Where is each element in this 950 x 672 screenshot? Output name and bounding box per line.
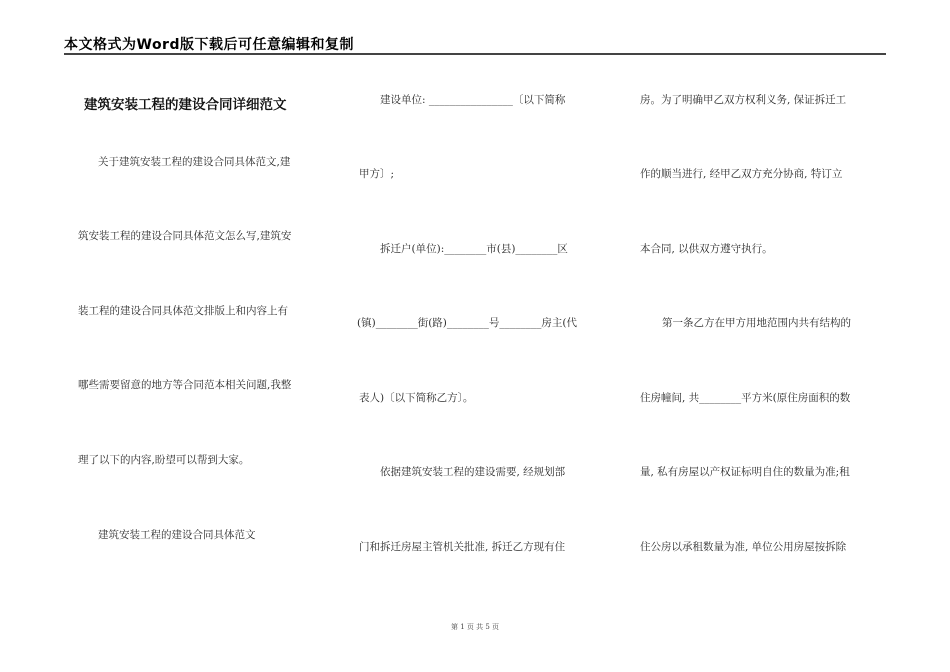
paragraph-line: 筑安装工程的建设合同具体范文怎么写,建筑安 [78, 230, 292, 242]
paragraph-line: 量, 私有房屋以产权证标明自住的数量为准;租 [640, 466, 850, 478]
page-number: 第 1 页 共 5 页 [450, 623, 500, 631]
paragraph-line: 住公房以承租数量为准, 单位公用房屋按拆除 [640, 541, 847, 553]
header-title: 本文格式为Word版下载后可任意编辑和复制 [64, 37, 354, 53]
paragraph-line: 住房幢间, 共________平方米(原住房面积的数 [640, 392, 851, 404]
document-title: 建筑安装工程的建设合同详细范文 [84, 97, 287, 113]
paragraph-line: 装工程的建设合同具体范文排版上和内容上有 [78, 305, 288, 317]
header-divider [64, 53, 886, 55]
paragraph-line: 房。为了明确甲乙双方权利义务, 保证拆迁工 [640, 94, 847, 106]
paragraph-line: 理了以下的内容,盼望可以帮到大家。 [78, 454, 250, 466]
paragraph-line: 表人)〔以下简称乙方〕。 [359, 392, 474, 404]
paragraph-line: 作的顺当进行, 经甲乙双方充分协商, 特订立 [640, 168, 843, 180]
document-header [64, 34, 886, 54]
paragraph-line: 关于建筑安装工程的建设合同具体范文,建 [98, 156, 291, 168]
paragraph-line: (镇)________街(路)________号________房主(代 [357, 317, 577, 329]
paragraph-line: 依据建筑安装工程的建设需要, 经规划部 [380, 466, 566, 478]
paragraph-line: 拆迁户(单位):________市(县)________区 [380, 243, 568, 255]
paragraph-line: 甲方〕; [359, 168, 395, 180]
paragraph-line: 建设单位: ________________〔以下简称 [380, 94, 566, 106]
section-heading: 建筑安装工程的建设合同具体范文 [98, 529, 256, 541]
paragraph-line: 哪些需要留意的地方等合同范本相关问题,我整 [78, 379, 292, 391]
paragraph-line: 第一条乙方在甲方用地范围内共有结构的 [662, 317, 851, 329]
paragraph-line: 门和拆迁房屋主管机关批准, 拆迁乙方现有住 [359, 541, 566, 553]
paragraph-line: 本合同, 以供双方遵守执行。 [640, 243, 773, 255]
